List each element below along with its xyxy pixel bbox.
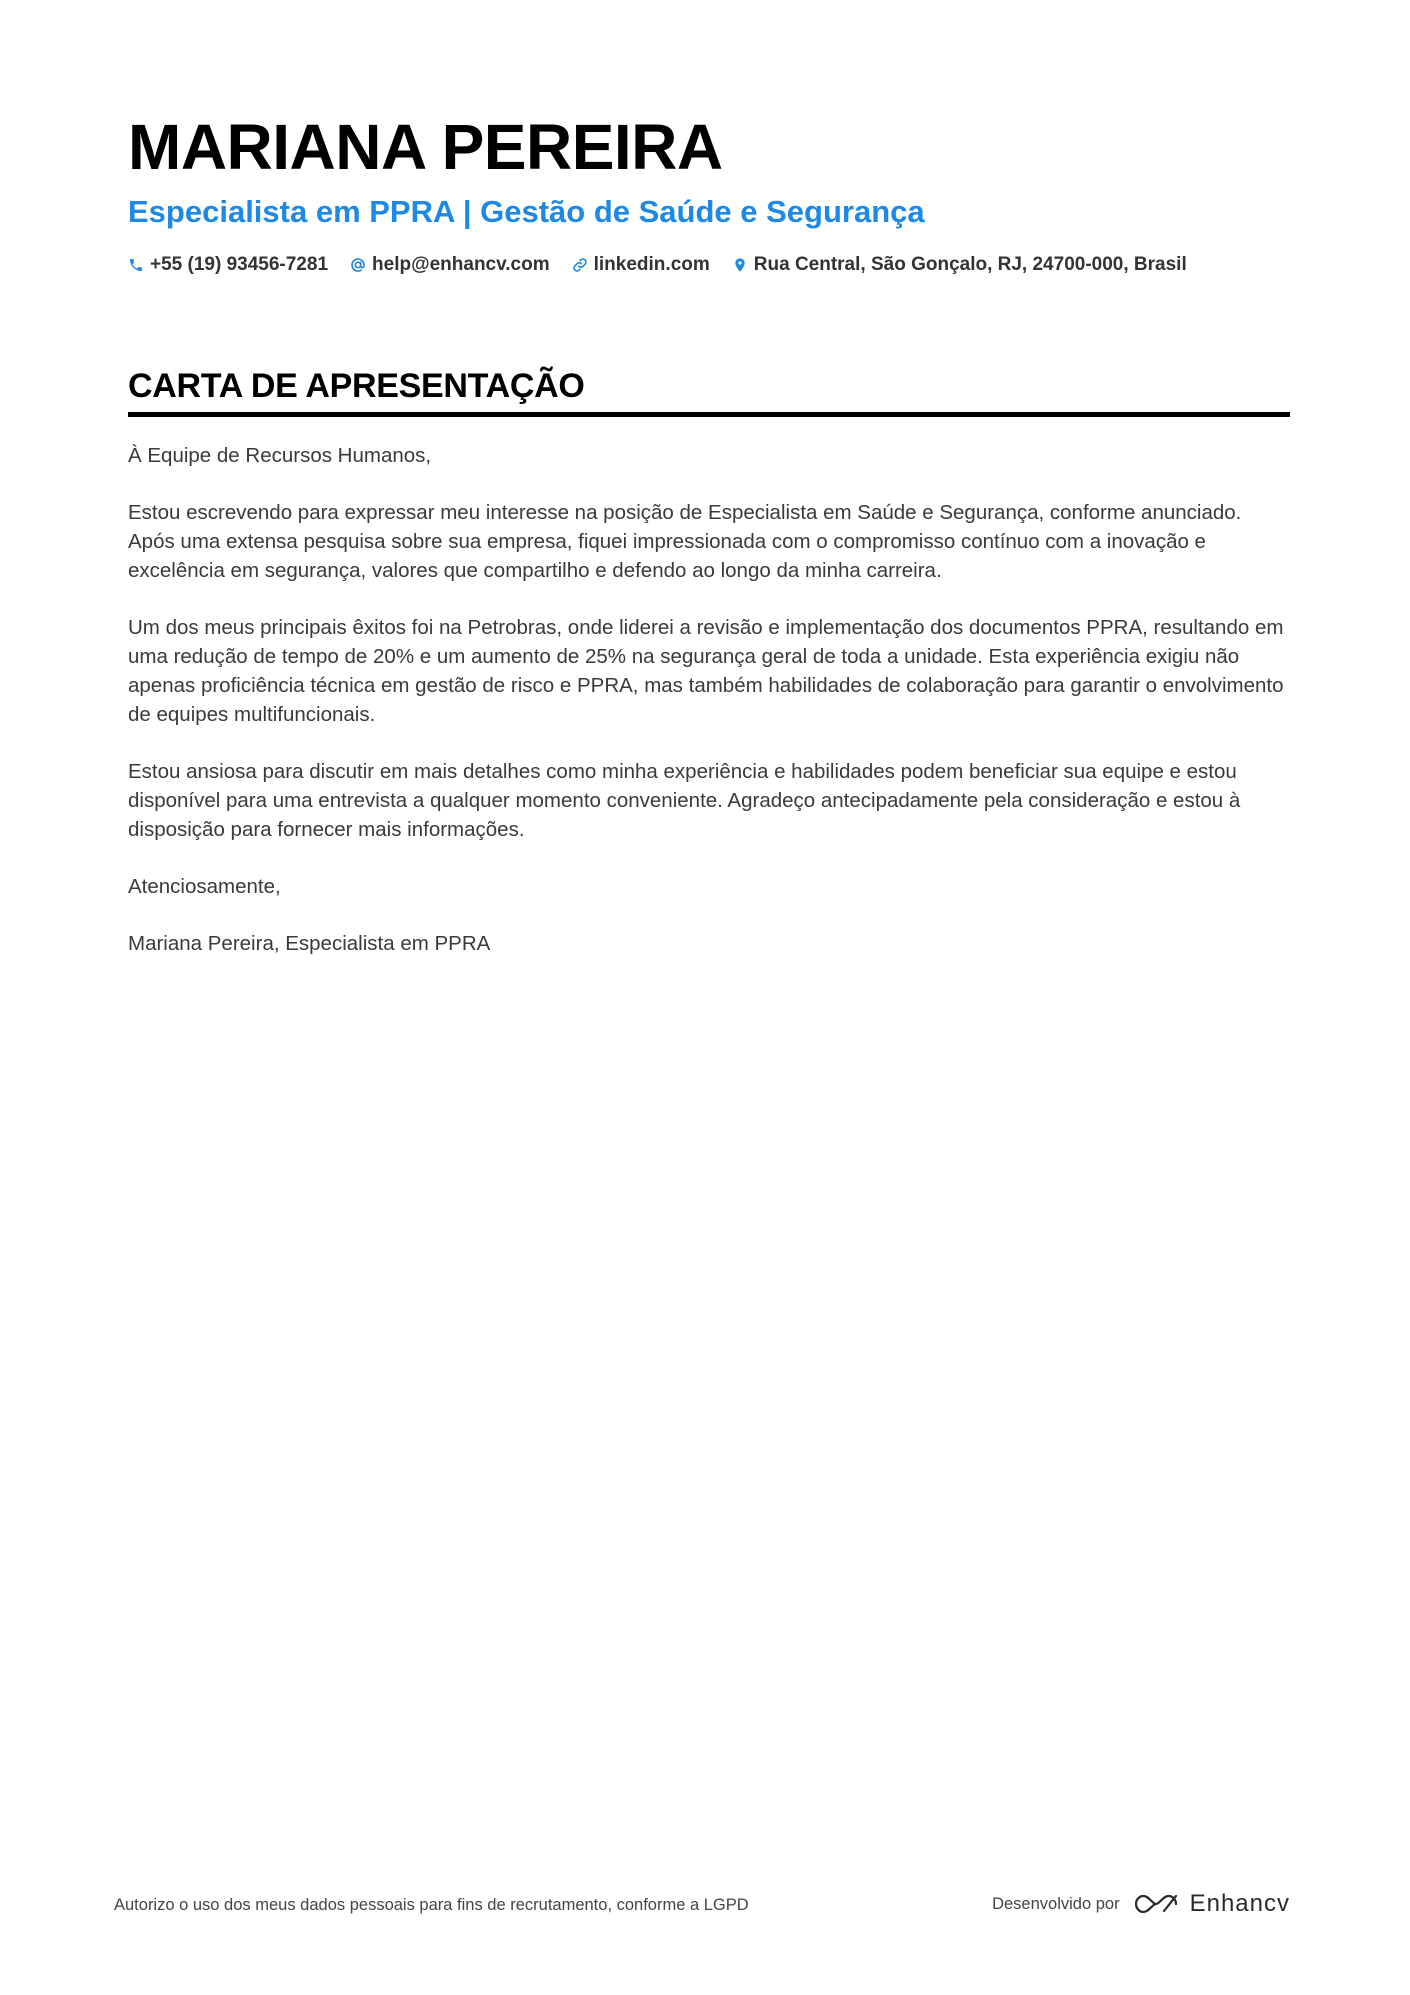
phone-number: +55 (19) 93456-7281 <box>150 254 329 275</box>
contact-email <box>350 252 550 278</box>
email-address: help@enhancv.com <box>372 254 550 275</box>
contact-phone <box>128 252 328 278</box>
contact-link <box>572 252 710 278</box>
enhancv-logo-icon <box>1132 1891 1180 1917</box>
linkedin-link: linkedin.com <box>593 254 710 275</box>
letter-paragraph: Estou escrevendo para expressar meu interesse na posição de Especialista em Saúde e Segurança, conforme anunciado. Após uma extensa pesquisa sobre sua empresa, fiquei impressionada com o compromisso contínuo com a inovação e excelência em segurança, valores que compartilho e defendo ao longo da minha carreira. <box>128 501 1242 582</box>
location-address: Rua Central, São Gonçalo, RJ, 24700-000, Brasil <box>753 254 1187 275</box>
resume-header <box>128 108 1288 278</box>
at-icon <box>350 257 366 273</box>
contact-bar <box>128 252 1288 278</box>
location-pin-icon <box>732 257 748 273</box>
enhancv-brand[interactable] <box>1132 1890 1290 1918</box>
letter-paragraph: Um dos meus principais êxitos foi na Petrobras, onde liderei a revisão e implementação dos documentos PPRA, resultando em uma redução de tempo de 20% e um aumento de 25% na segurança geral de toda a unidade. Esta experiência exigiu não apenas proficiência técnica em gestão de risco e PPRA, mas também habilidades de colaboração para garantir o envolvimento de equipes multifuncionais. <box>128 616 1284 726</box>
letter-body <box>128 441 1290 958</box>
enhancv-wordmark: Enhancv <box>1189 1890 1290 1917</box>
link-icon <box>572 257 588 273</box>
page-footer <box>114 1890 1290 1920</box>
letter-greeting: À Equipe de Recursos Humanos, <box>128 444 432 467</box>
section-title: CARTA DE APRESENTAÇÃO <box>128 367 585 405</box>
powered-by <box>992 1890 1290 1918</box>
contact-location <box>732 252 1187 278</box>
lgpd-consent-note: Autorizo o uso dos meus dados pessoais para fins de recrutamento, conforme a LGPD <box>114 1896 749 1914</box>
letter-paragraph: Estou ansiosa para discutir em mais detalhes como minha experiência e habilidades podem beneficiar sua equipe e estou disponível para uma entrevista a qualquer momento conveniente. Agradeço antecipadamente pela consideração e estou à disposição para fornecer mais informações. <box>128 760 1241 841</box>
powered-by-label: Desenvolvido por <box>992 1895 1120 1913</box>
section-divider <box>128 412 1290 417</box>
phone-icon <box>128 257 144 273</box>
letter-closing: Atenciosamente, <box>128 875 281 898</box>
applicant-name: MARIANA PEREIRA <box>128 111 723 183</box>
applicant-job-title: Especialista em PPRA | Gestão de Saúde e Segurança <box>128 194 925 229</box>
letter-signature: Mariana Pereira, Especialista em PPRA <box>128 932 491 955</box>
cover-letter-section <box>128 364 1290 986</box>
